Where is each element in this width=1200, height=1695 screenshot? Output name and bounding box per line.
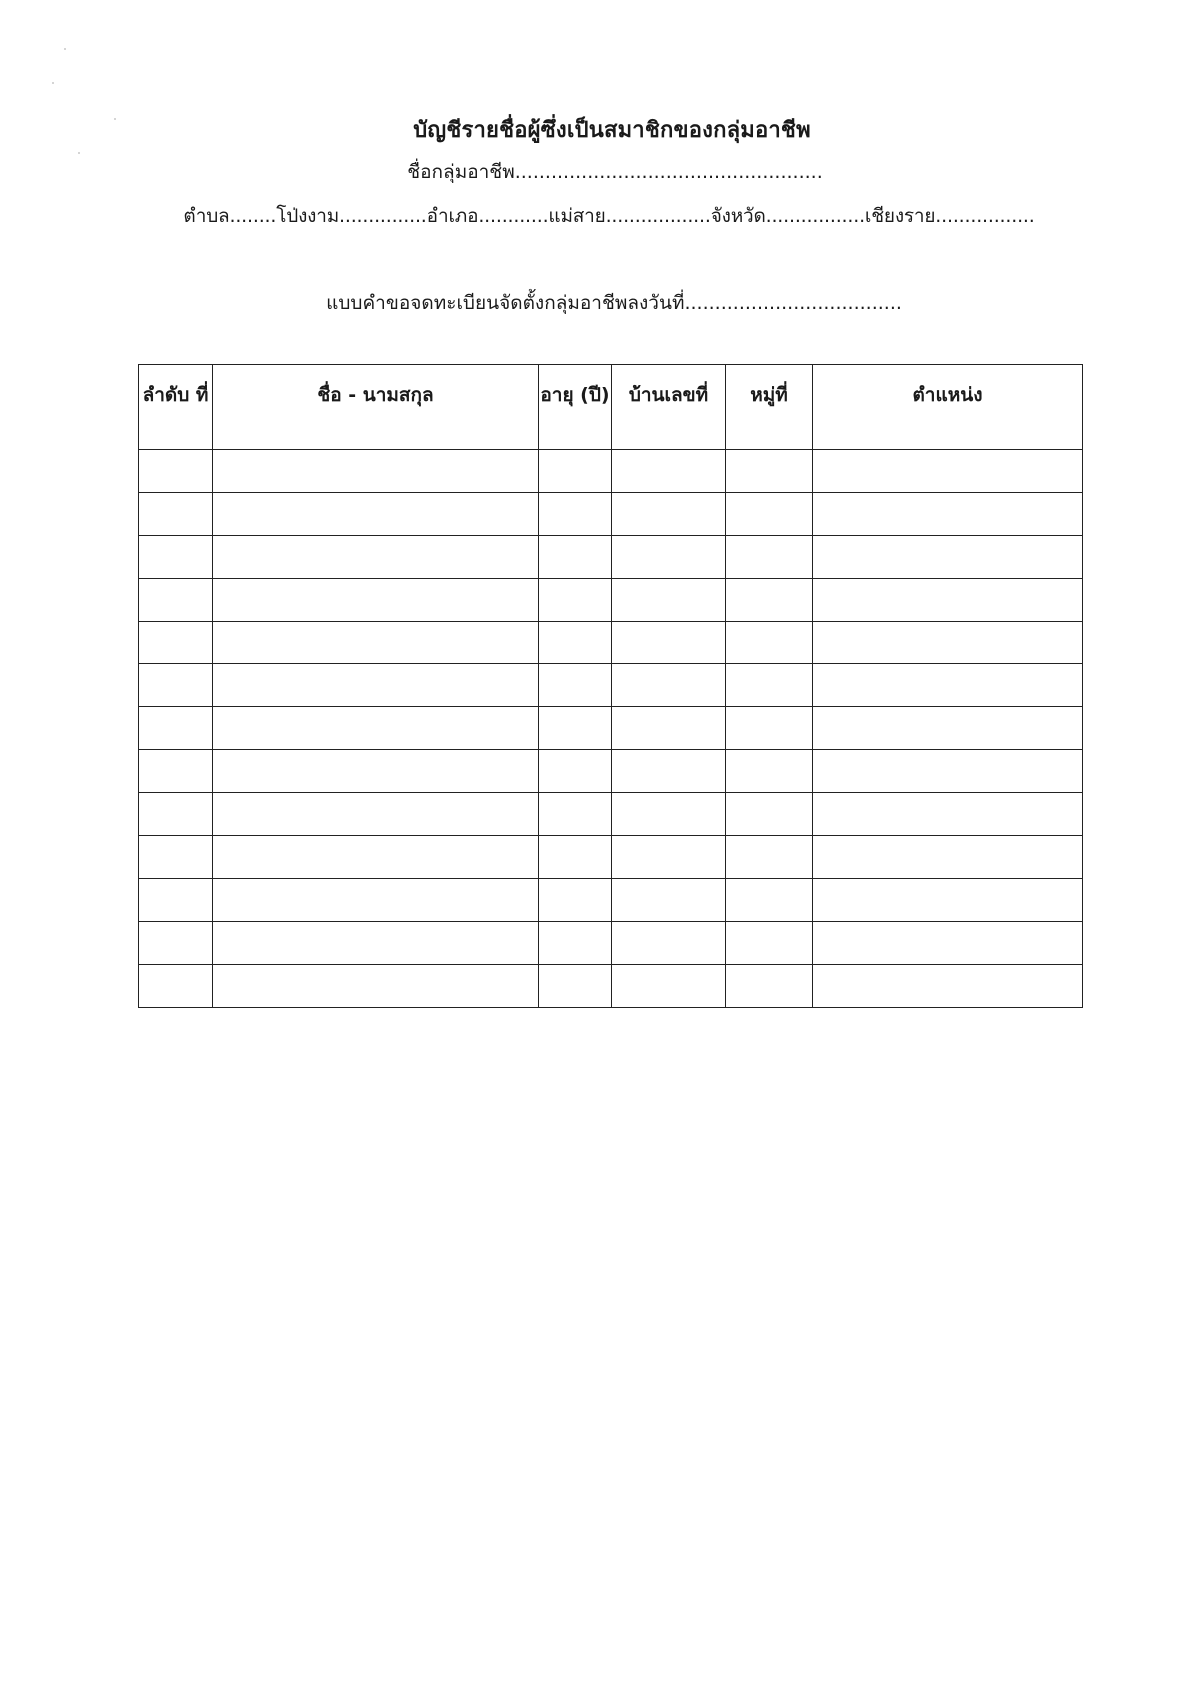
scan-speck bbox=[52, 82, 54, 84]
house-no-cell bbox=[612, 535, 726, 578]
name-cell bbox=[213, 535, 539, 578]
order-cell bbox=[139, 836, 213, 879]
header-age: อายุ (ปี) bbox=[539, 365, 612, 450]
order-cell bbox=[139, 664, 213, 707]
name-cell bbox=[213, 578, 539, 621]
table-row bbox=[139, 836, 1083, 879]
age-cell bbox=[539, 621, 612, 664]
position-cell bbox=[813, 578, 1083, 621]
village-no-cell bbox=[726, 878, 813, 921]
order-cell bbox=[139, 750, 213, 793]
header-village-no: หมู่ที่ bbox=[726, 365, 813, 450]
age-cell bbox=[539, 578, 612, 621]
name-cell bbox=[213, 921, 539, 964]
position-cell bbox=[813, 836, 1083, 879]
scan-speck bbox=[78, 152, 80, 154]
table-row bbox=[139, 578, 1083, 621]
order-cell bbox=[139, 578, 213, 621]
scan-speck bbox=[64, 48, 66, 50]
table-row bbox=[139, 664, 1083, 707]
header-position: ตำแหน่ง bbox=[813, 365, 1083, 450]
village-no-cell bbox=[726, 450, 813, 493]
position-cell bbox=[813, 878, 1083, 921]
position-cell bbox=[813, 964, 1083, 1007]
village-no-cell bbox=[726, 793, 813, 836]
group-name-line: ชื่อกลุ่มอาชีพ................................................... bbox=[407, 161, 823, 183]
header-name: ชื่อ - นามสกุล bbox=[213, 365, 539, 450]
house-no-cell bbox=[612, 836, 726, 879]
age-cell bbox=[539, 836, 612, 879]
house-no-cell bbox=[612, 450, 726, 493]
order-cell bbox=[139, 621, 213, 664]
name-cell bbox=[213, 836, 539, 879]
table-body bbox=[139, 450, 1083, 1008]
house-no-cell bbox=[612, 921, 726, 964]
position-cell bbox=[813, 621, 1083, 664]
name-cell bbox=[213, 964, 539, 1007]
order-cell bbox=[139, 793, 213, 836]
position-cell bbox=[813, 707, 1083, 750]
name-cell bbox=[213, 492, 539, 535]
header-order: ลำดับ ที่ bbox=[139, 365, 213, 450]
order-cell bbox=[139, 878, 213, 921]
position-cell bbox=[813, 492, 1083, 535]
name-cell bbox=[213, 878, 539, 921]
name-cell bbox=[213, 793, 539, 836]
order-cell bbox=[139, 964, 213, 1007]
order-cell bbox=[139, 492, 213, 535]
age-cell bbox=[539, 750, 612, 793]
table-header-row bbox=[139, 365, 1083, 450]
table-row bbox=[139, 793, 1083, 836]
header-house-no: บ้านเลขที่ bbox=[612, 365, 726, 450]
age-cell bbox=[539, 921, 612, 964]
position-cell bbox=[813, 450, 1083, 493]
village-no-cell bbox=[726, 535, 813, 578]
table-row bbox=[139, 750, 1083, 793]
position-cell bbox=[813, 535, 1083, 578]
house-no-cell bbox=[612, 793, 726, 836]
age-cell bbox=[539, 878, 612, 921]
village-no-cell bbox=[726, 578, 813, 621]
village-no-cell bbox=[726, 621, 813, 664]
name-cell bbox=[213, 707, 539, 750]
document-title: บัญชีรายชื่อผู้ซึ่งเป็นสมาชิกของกลุ่มอาชีพ bbox=[413, 118, 811, 143]
name-cell bbox=[213, 750, 539, 793]
table-row bbox=[139, 492, 1083, 535]
order-cell bbox=[139, 921, 213, 964]
table-row bbox=[139, 535, 1083, 578]
table-row bbox=[139, 921, 1083, 964]
position-cell bbox=[813, 750, 1083, 793]
order-cell bbox=[139, 535, 213, 578]
members-table bbox=[138, 364, 1083, 1008]
house-no-cell bbox=[612, 621, 726, 664]
village-no-cell bbox=[726, 964, 813, 1007]
house-no-cell bbox=[612, 878, 726, 921]
village-no-cell bbox=[726, 664, 813, 707]
name-cell bbox=[213, 621, 539, 664]
address-line: ตำบล........โป่งงาม...............อำเภอ............แม่สาย..................จังหวัด.................เชียงราย................. bbox=[183, 205, 1035, 227]
position-cell bbox=[813, 664, 1083, 707]
table-row bbox=[139, 621, 1083, 664]
age-cell bbox=[539, 664, 612, 707]
house-no-cell bbox=[612, 578, 726, 621]
age-cell bbox=[539, 492, 612, 535]
table-row bbox=[139, 450, 1083, 493]
village-no-cell bbox=[726, 492, 813, 535]
order-cell bbox=[139, 707, 213, 750]
form-date-line: แบบคำขอจดทะเบียนจัดตั้งกลุ่มอาชีพลงวันที่.................................... bbox=[326, 292, 902, 314]
name-cell bbox=[213, 450, 539, 493]
age-cell bbox=[539, 450, 612, 493]
village-no-cell bbox=[726, 921, 813, 964]
age-cell bbox=[539, 707, 612, 750]
house-no-cell bbox=[612, 750, 726, 793]
table-row bbox=[139, 878, 1083, 921]
house-no-cell bbox=[612, 707, 726, 750]
village-no-cell bbox=[726, 707, 813, 750]
age-cell bbox=[539, 793, 612, 836]
age-cell bbox=[539, 535, 612, 578]
position-cell bbox=[813, 793, 1083, 836]
position-cell bbox=[813, 921, 1083, 964]
house-no-cell bbox=[612, 664, 726, 707]
table-row bbox=[139, 964, 1083, 1007]
house-no-cell bbox=[612, 492, 726, 535]
name-cell bbox=[213, 664, 539, 707]
order-cell bbox=[139, 450, 213, 493]
village-no-cell bbox=[726, 836, 813, 879]
age-cell bbox=[539, 964, 612, 1007]
village-no-cell bbox=[726, 750, 813, 793]
house-no-cell bbox=[612, 964, 726, 1007]
table-row bbox=[139, 707, 1083, 750]
